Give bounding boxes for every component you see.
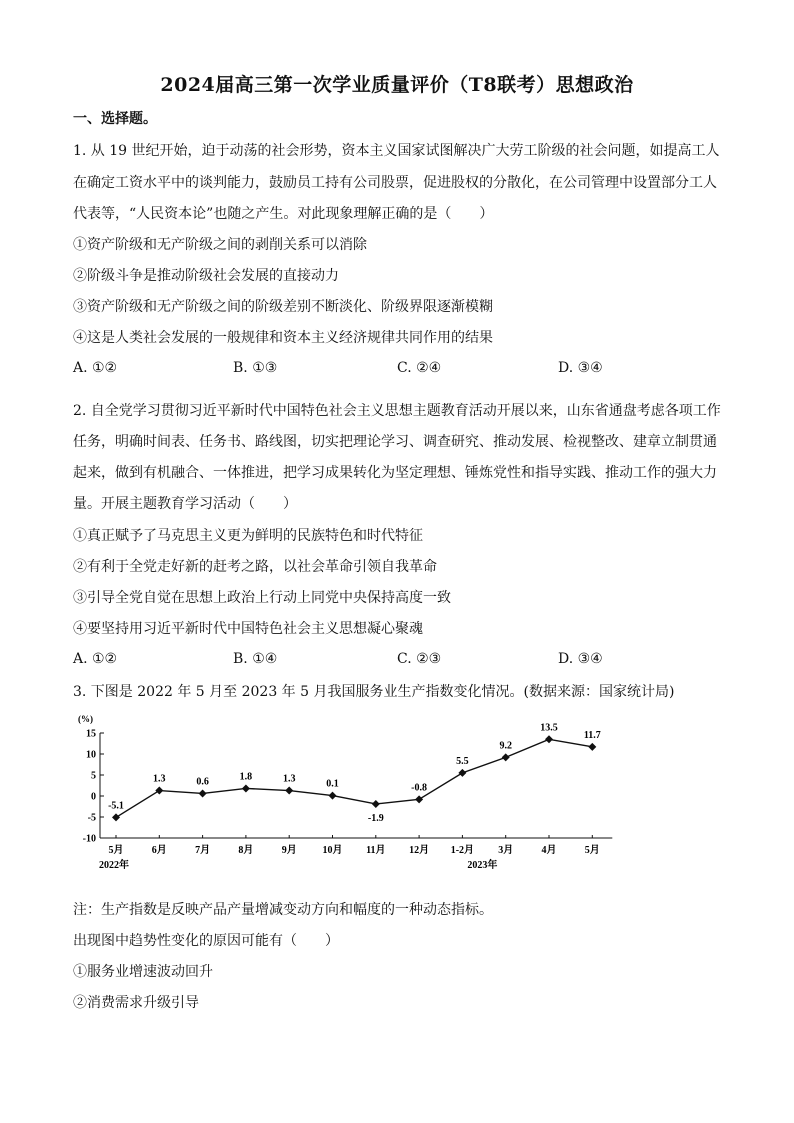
x-tick-label: 8月: [238, 845, 254, 856]
question-2-statement: ④要坚持用习近平新时代中国特色社会主义思想凝心聚魂: [73, 621, 423, 637]
option-a[interactable]: A. ①②: [73, 360, 118, 376]
data-label: -0.8: [411, 782, 428, 794]
x-tick-label: 11月: [366, 845, 386, 856]
data-point: [112, 813, 120, 821]
y-tick-label: 15: [86, 728, 96, 740]
y-tick-label: 10: [86, 749, 96, 761]
option-b[interactable]: B. ①③: [233, 360, 278, 376]
data-label: 1.3: [282, 773, 296, 785]
y-tick-label: -5: [87, 812, 96, 824]
y-axis-unit: (%): [78, 714, 93, 724]
option-d[interactable]: D. ③④: [558, 651, 603, 667]
data-point: [372, 800, 380, 808]
series-line: [116, 739, 592, 817]
x-tick-label: 5月: [584, 845, 600, 856]
question-3-note: 注：生产指数是反映产品产量增减变动方向和幅度的一种动态指标。: [73, 902, 493, 918]
option-c[interactable]: C. ②③: [397, 651, 442, 667]
question-1-statement: ②阶级斗争是推动阶级社会发展的直接动力: [73, 268, 339, 284]
data-point: [502, 753, 510, 761]
question-1-statement: ④这是人类社会发展的一般规律和资本主义经济规律共同作用的结果: [73, 330, 493, 346]
section-heading: 一、选择题。: [73, 111, 157, 127]
x-tick-label: 7月: [195, 845, 211, 856]
y-tick-label: 5: [91, 770, 96, 782]
question-2-stem-line: 起来，做到有机融合、一体推进，把学习成果转化为坚定理想、锤炼党性和指导实践、推动工作的强大力: [73, 465, 717, 481]
data-points: [112, 735, 596, 821]
question-2-statement: ①真正赋予了马克思主义更为鲜明的民族特色和时代特征: [73, 528, 423, 544]
option-c[interactable]: C. ②④: [397, 360, 442, 376]
data-label: 13.5: [540, 722, 558, 734]
data-label: -5.1: [108, 800, 124, 812]
y-tick-labels: [83, 729, 96, 845]
question-1-stem-line: 代表等，“人民资本论”也随之产生。对此现象理解正确的是（ ）: [73, 206, 494, 222]
question-3-statement: ②消费需求升级引导: [73, 995, 199, 1011]
option-d[interactable]: D. ③④: [558, 360, 603, 376]
data-point: [588, 743, 596, 751]
data-point: [458, 769, 466, 777]
x-tick-labels: [109, 843, 600, 856]
x-tick-label: 3月: [498, 845, 514, 856]
question-3-stem-line: 3. 下图是 2022 年 5 月至 2023 年 5 月我国服务业生产指数变化情况。(数据来源：国家统计局): [73, 684, 675, 700]
data-label: 1.3: [153, 773, 166, 785]
data-label: 11.7: [583, 729, 601, 741]
year-label: 2022年: [99, 860, 129, 871]
data-point: [329, 792, 337, 800]
data-labels: [108, 722, 601, 824]
data-label: 0.6: [196, 776, 209, 788]
data-point: [155, 787, 163, 795]
year-labels: [99, 858, 497, 871]
x-tick-label: 10月: [322, 845, 343, 856]
question-1-statement: ①资产阶级和无产阶级之间的剥削关系可以消除: [73, 237, 367, 253]
data-label: 9.2: [499, 740, 512, 752]
question-1-statement: ③资产阶级和无产阶级之间的阶级差别不断淡化、阶级界限逐渐模糊: [73, 299, 493, 315]
data-label: 0.1: [326, 778, 339, 790]
option-b[interactable]: B. ①④: [233, 651, 278, 667]
data-point: [545, 735, 553, 743]
data-point: [199, 789, 207, 797]
question-1-stem-line: 1. 从 19 世纪开始，迫于动荡的社会形势，资本主义国家试图解决广大劳工阶级的社会问题，如提高工人: [73, 143, 720, 159]
data-label: 1.8: [239, 771, 253, 783]
question-3-statement: ①服务业增速波动回升: [73, 964, 213, 980]
x-tick-label: 6月: [151, 845, 167, 856]
x-tick-label: 5月: [108, 845, 124, 856]
y-tick-label: -10: [82, 833, 96, 845]
question-2-options: [73, 651, 723, 671]
data-point: [242, 784, 250, 792]
option-a[interactable]: A. ①②: [73, 651, 118, 667]
question-2-statement: ③引导全党自觉在思想上政治上行动上同党中央保持高度一致: [73, 590, 451, 606]
page-title: 2024届高三第一次学业质量评价（T8联考）思想政治: [160, 74, 634, 96]
x-tick-label: 1-2月: [450, 845, 475, 856]
x-tick-label: 4月: [541, 845, 557, 856]
data-point: [285, 787, 293, 795]
question-1-options: [73, 360, 723, 380]
question-2-stem-line: 任务，明确时间表、任务书、路线图，切实把理论学习、调查研究、推动发展、检视整改、建章立制贯通: [73, 434, 717, 450]
data-label: 5.5: [456, 755, 469, 767]
question-3-prompt: 出现图中趋势性变化的原因可能有（ ）: [73, 933, 339, 949]
data-label: -1.9: [367, 812, 384, 824]
year-label: 2023年: [467, 860, 498, 871]
chart-axes: [100, 733, 612, 838]
x-tick-label: 9月: [281, 845, 297, 856]
question-2-stem-line: 2. 自全党学习贯彻习近平新时代中国特色社会主义思想主题教育活动开展以来，山东省通盘考虑各项工作: [73, 403, 721, 419]
data-point: [415, 795, 423, 803]
x-tick-label: 12月: [409, 845, 430, 856]
question-2-stem-line: 量。开展主题教育学习活动（ ）: [73, 496, 297, 512]
question-1-stem-line: 在确定工资水平中的谈判能力，鼓励员工持有公司股票，促进股权的分散化，在公司管理中设置部分工人: [73, 175, 717, 191]
y-tick-label: 0: [91, 791, 96, 803]
service-index-line-chart: [68, 708, 628, 883]
question-2-statement: ②有利于全党走好新的赶考之路，以社会革命引领自我革命: [73, 559, 437, 575]
